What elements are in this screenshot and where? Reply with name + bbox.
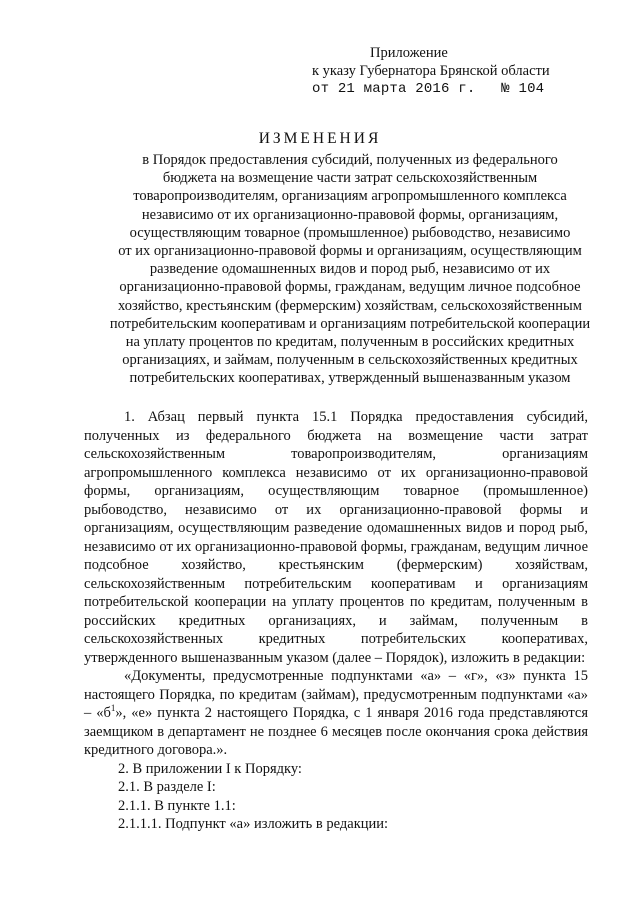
quoted-amendment [84,667,588,760]
subtitle-line: потребительским кооперативам и организациям потребительской кооперации [109,315,591,332]
subtitle-line: организационно-правовой формы, гражданам, ведущим личное подсобное [119,279,581,296]
list-item: 2.1.1.1. Подпункт «а» изложить в редакции: [118,816,389,832]
subtitle-line: разведение одомашненных видов и пород рыб, независимо от их [149,261,551,278]
header-appendix-label: Приложение [370,45,448,61]
list-item: 2. В приложении I к Порядку: [118,760,302,777]
quote-text-start: «Документы, предусмотренные подпунктами «а» – «г», «з» пункта 15 настоящего Порядка, по кредитам (займам), предусмотренным подпунктами «а» – «б [84,668,588,721]
list-item: 2.1. В разделе I: [118,779,216,795]
header-number: 104 [518,81,545,97]
paragraph-1: 1. Абзац первый пункта 15.1 Порядка предоставления субсидий, полученных из федерального бюджета на возмещение части затрат сельскохозяйственным товаропроизводителям, организациям агропромышленного комплекса независимо от их организационно-правовой формы, организациям, осуществляющим товарное (промышленное) рыбоводство, независимо от их организационно-правовой формы и организациям, осуществляющим разведение одомашненных видов и пород рыб, независимо от их организационно-правовой формы, гражданам, ведущим личное подсобное хозяйство, крестьянским (фермерским) хозяйствам, сельскохозяйственным потребительским кооперативам и организациям потребительской кооперации на уплату процентов по кредитам, полученным в российских кредитных организациях, и займам, полученным в сельскохозяйственных кредитных потребительских кооперативах, утвержденного вышеназванным указом (далее – Порядок), изложить в редакции: [84,409,589,666]
subtitle-line: потребительских кооперативах, утвержденный вышеназванным указом [129,370,571,387]
list-item: 2.1.1. В пункте 1.1: [118,797,236,814]
subtitle-line: организациях, и займам, полученным в сельскохозяйственных кредитных [122,352,578,369]
header-date-prefix: от [312,81,338,97]
document-title: ИЗМЕНЕНИЯ [258,130,382,147]
quote-text-end: », «е» пункта 2 настоящего Порядка, с 1 января 2016 года представляются заемщиком в департамент не позднее 6 месяцев после окончания срока действия кредитного договора.». [84,705,588,758]
subtitle-line: товаропроизводителям, организациям агропромышленного комплекса [133,188,567,205]
document-subtitle [60,151,640,388]
subtitle-line: бюджета на возмещение части затрат сельскохозяйственным [162,170,538,187]
subtitle-line: на уплату процентов по кредитам, полученным в российских кредитных [125,334,575,351]
subtitle-line: осуществляющим товарное (промышленное) рыбоводство, независимо [129,224,571,241]
document-header [312,44,550,98]
header-number-sign: № [501,81,510,97]
subtitle-line: в Порядок предоставления субсидий, полученных из федерального [142,152,558,168]
subtitle-line: хозяйство, крестьянским (фермерским) хозяйствам, сельскохозяйственным [118,297,582,314]
quote-superscript: 1 [110,703,116,714]
subtitle-line: от их организационно-правовой формы и организациям, осуществляющим [118,243,582,260]
header-date: 21 марта 2016 г. [337,81,476,97]
header-decree-reference: к указу Губернатора Брянской области [312,63,550,79]
document-body [84,408,588,834]
subtitle-line: независимо от их организационно-правовой формы, организациям, [141,206,559,223]
header-date-number [312,80,550,98]
